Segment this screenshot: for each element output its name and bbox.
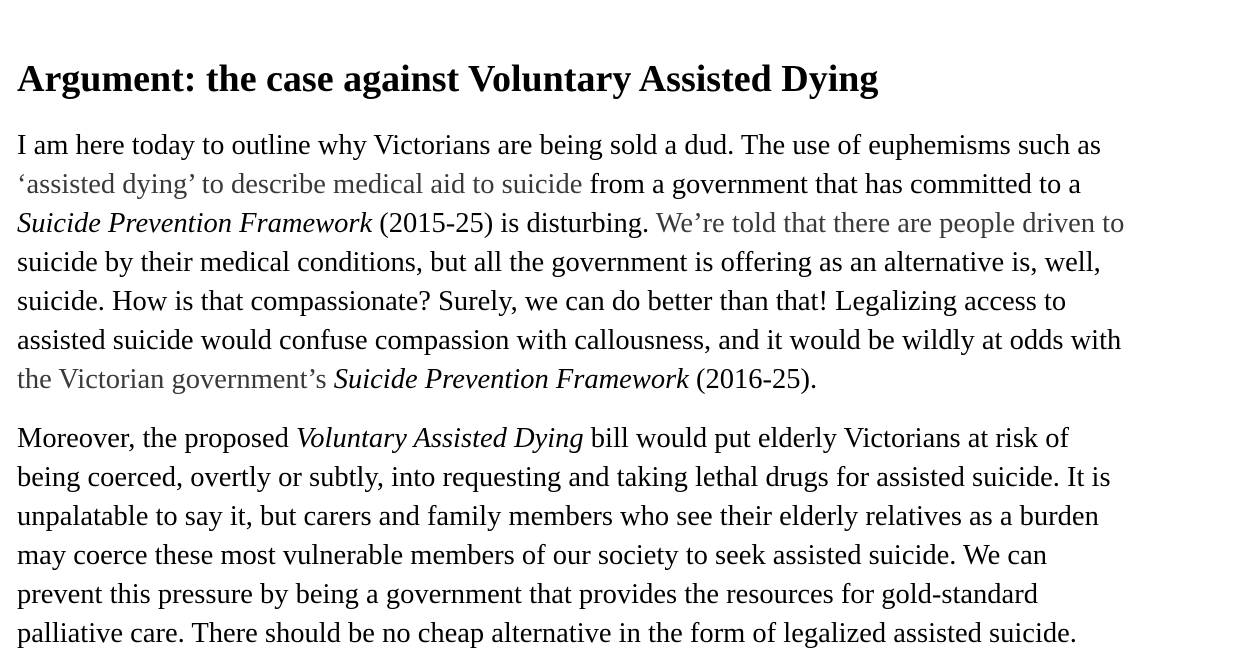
paragraph-1-line-1: I am here today to outline why Victorians are being sold a dud. The use of euphemisms such as: [17, 130, 1101, 161]
paragraph-2-line-3: unpalatable to say it, but carers and family members who see their elderly relatives as a burden: [17, 501, 1099, 532]
paragraph-2-line-5: prevent this pressure by being a government that provides the resources for gold-standard: [17, 579, 1038, 610]
paragraph-2: [17, 419, 1111, 653]
paragraph-1-line-3: Suicide Prevention Framework (2015-25) is disturbing. We’re told that there are people driven to: [17, 208, 1125, 239]
document-heading: Argument: the case against Voluntary Assisted Dying: [17, 58, 879, 100]
framework-title: Suicide Prevention Framework: [333, 364, 689, 395]
paragraph-1: [17, 126, 1124, 399]
paragraph-2-line-1: Moreover, the proposed Voluntary Assisted Dying bill would put elderly Victorians at risk of: [17, 423, 1070, 454]
paragraph-1-line-4: suicide by their medical conditions, but all the government is offering as an alternative is, well,: [17, 247, 1101, 278]
framework-title: Suicide Prevention Framework: [17, 208, 373, 239]
quoted-phrase: ‘assisted dying’ to describe medical aid to suicide: [17, 169, 583, 200]
paragraph-1-line-6: assisted suicide would confuse compassion with callousness, and it would be wildly at odds with: [17, 325, 1122, 356]
paragraph-2-line-2: being coerced, overtly or subtly, into requesting and taking lethal drugs for assisted suicide. It is: [17, 462, 1111, 493]
paragraph-2-line-6: palliative care. There should be no cheap alternative in the form of legalized assisted suicide.: [17, 618, 1077, 649]
paragraph-2-line-4: may coerce these most vulnerable members of our society to seek assisted suicide. We can: [17, 540, 1047, 571]
bill-title: Voluntary Assisted Dying: [296, 423, 584, 454]
paragraph-1-line-2: ‘assisted dying’ to describe medical aid to suicide from a government that has committed to a: [17, 169, 1081, 200]
paragraph-1-line-7: the Victorian government’s Suicide Prevention Framework (2016-25).: [17, 364, 818, 395]
paragraph-1-line-5: suicide. How is that compassionate? Surely, we can do better than that! Legalizing access to: [17, 286, 1067, 317]
